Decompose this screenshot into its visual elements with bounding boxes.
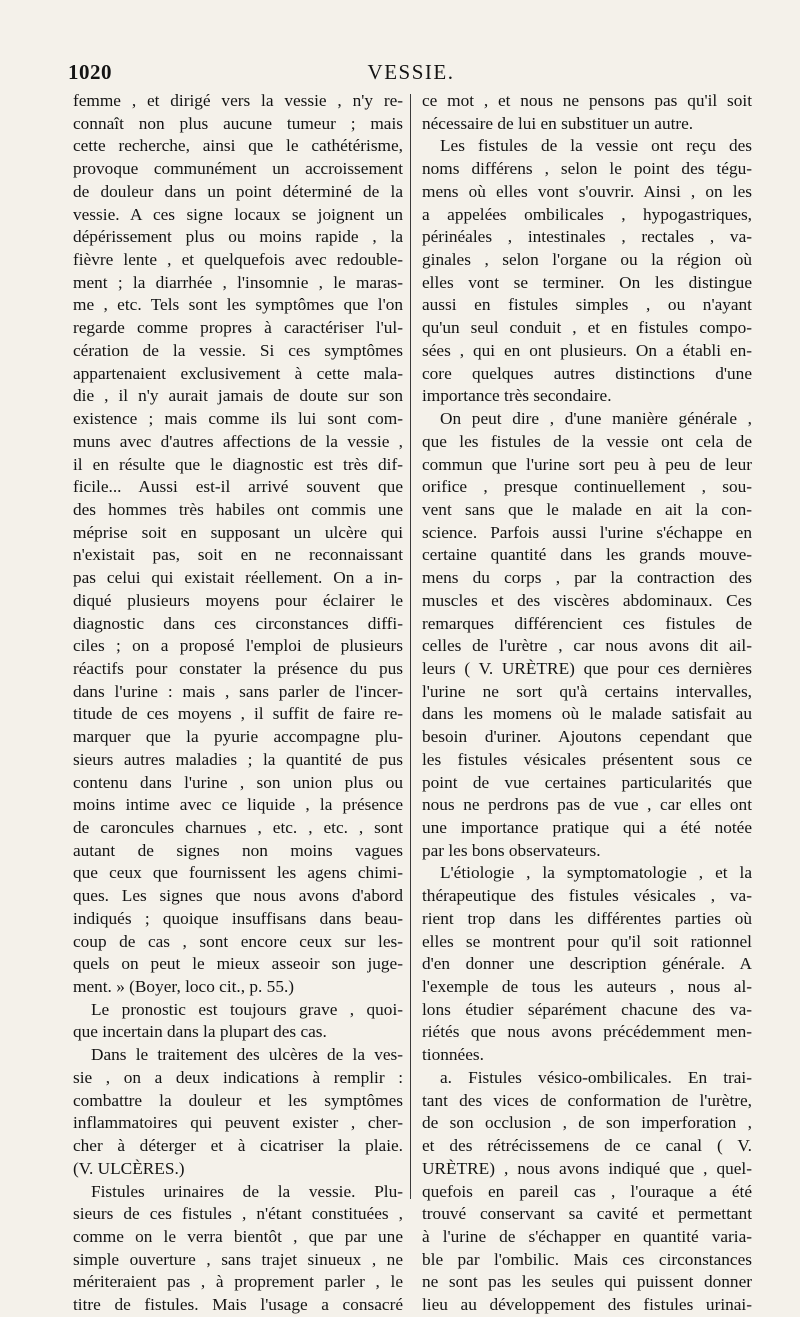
text-line: ques. Les signes que nous avons d'abord xyxy=(73,886,403,906)
text-line: titude de ces moyens , il suffit de faire re- xyxy=(73,704,403,724)
text-line: les fistules vésicales présentent sous ce xyxy=(422,749,752,769)
text-line: science. Parfois aussi l'urine s'échappe en xyxy=(422,522,752,542)
text-line: de caroncules charnues , etc. , etc. , sont xyxy=(73,818,403,837)
text-line: tionnées. xyxy=(422,1045,484,1065)
text-line: quefois en pareil cas , l'ouraque a été xyxy=(422,1181,752,1201)
text-line: sieurs de ces fistules , n'étant constituées , xyxy=(73,1204,403,1224)
text-line: Fistules urinaires de la vessie. Plu- xyxy=(91,1181,403,1201)
text-line: Dans le traitement des ulcères de la ves- xyxy=(91,1045,403,1065)
text-line: quels on peut le mieux asseoir son juge- xyxy=(73,954,403,974)
text-line: commun que l'urine sort peu à peu de leur xyxy=(422,454,752,474)
text-line: diagnostic dans ces circonstances diffi- xyxy=(73,613,403,633)
text-line: besoin d'uriner. Ajoutons cependant que xyxy=(422,727,752,747)
text-line: ginales , selon l'organe ou la région où xyxy=(422,250,752,270)
text-line: autant de signes non moins vagues xyxy=(73,840,403,860)
text-line: a. Fistules vésico-ombilicales. En trai- xyxy=(440,1067,752,1087)
text-line: die , il n'y aurait jamais de doute sur son xyxy=(73,386,403,406)
text-line: sées , qui en ont plusieurs. On a établi en- xyxy=(422,340,752,360)
text-line: vessie. A ces signe locaux se joignent un xyxy=(73,204,403,224)
text-line: appartenaient exclusivement à cette mala- xyxy=(73,363,403,383)
text-line: ment ; la diarrhée , l'insomnie , le maras- xyxy=(73,272,403,292)
text-line: ficile... Aussi est-il arrivé souvent que xyxy=(73,477,403,497)
page-header xyxy=(68,60,754,90)
text-line: cette recherche, ainsi que le cathétérisme, xyxy=(73,136,403,156)
text-line: que incertain dans la plupart des cas. xyxy=(73,1022,327,1042)
text-line: d'en donner une description générale. A xyxy=(422,954,752,974)
text-line: dépérissement plus ou moins rapide , la xyxy=(73,227,403,247)
text-line: trouvé conservant sa cavité et permettant xyxy=(422,1204,752,1224)
text-line: simple ouverture , sans trajet sinueux , ne xyxy=(73,1249,403,1269)
text-line: ne sont pas les seules qui puissent donner xyxy=(422,1272,752,1292)
text-line: inflammatoires qui peuvent exister , cher- xyxy=(73,1113,403,1133)
text-line: une importance pratique qui a été notée xyxy=(422,818,752,837)
text-line: elles vont se terminer. On les distingue xyxy=(422,272,752,292)
text-line: cération de la vessie. Si ces symptômes xyxy=(73,340,403,360)
text-line: fièvre lente , et quelquefois avec redouble- xyxy=(73,250,403,270)
text-line: dans les momens où le malade satisfait au xyxy=(422,704,752,724)
text-line: contenu dans l'urine , son union plus ou xyxy=(73,772,403,792)
text-line: mériteraient pas , à proprement parler , le xyxy=(73,1272,403,1292)
text-line: thérapeutique des fistules vésicales , va- xyxy=(422,886,752,906)
page-number: 1020 xyxy=(68,60,112,84)
text-line: comme on le verra bientôt , que par une xyxy=(73,1226,403,1246)
text-line: elles se montrent pour qu'il soit rationnel xyxy=(422,931,752,951)
text-line: importance très secondaire. xyxy=(422,386,612,406)
column-divider xyxy=(410,94,411,1199)
text-line: regarde comme propres à caractériser l'ul- xyxy=(73,318,403,338)
text-line: sieurs autres maladies ; la quantité de pus xyxy=(73,749,403,769)
text-line: vent sans que le malade en ait la con- xyxy=(422,499,752,519)
text-line: de son occlusion , de son imperforation , xyxy=(422,1113,752,1133)
text-line: muns avec d'autres affections de la vessie , xyxy=(73,431,403,451)
text-line: périnéales , intestinales , rectales , va- xyxy=(422,227,752,247)
text-line: orifice , presque continuellement , sou- xyxy=(422,477,752,497)
text-line: ce mot , et nous ne pensons pas qu'il soit xyxy=(422,91,752,110)
text-line: lieu au développement des fistules urinai- xyxy=(422,1295,752,1315)
text-line: sie , on a deux indications à remplir : xyxy=(73,1067,403,1087)
text-line: Les fistules de la vessie ont reçu des xyxy=(440,136,752,156)
text-line: mens du corps , par la contraction des xyxy=(422,568,752,588)
text-line: tant des vices de conformation de l'urètre, xyxy=(422,1090,752,1110)
running-title: VESSIE. xyxy=(367,60,455,84)
text-line: des hommes très habiles ont commis une xyxy=(73,499,403,519)
text-line: combattre la douleur et les symptômes xyxy=(73,1090,403,1110)
text-line: URÈTRE) , nous avons indiqué que , quel- xyxy=(422,1158,752,1178)
text-line: il en résulte que le diagnostic est très dif- xyxy=(73,454,403,474)
text-line: qu'un seul conduit , et en fistules compo- xyxy=(422,318,752,338)
text-line: dans l'urine : mais , sans parler de l'incer- xyxy=(73,681,403,701)
text-line: méprise soit en supposant un ulcère qui xyxy=(73,522,403,542)
text-line: ciles ; on a proposé l'emploi de plusieurs xyxy=(73,636,403,656)
text-line: nécessaire de lui en substituer un autre. xyxy=(422,113,694,133)
text-line: marquer que la pyurie accompagne plu- xyxy=(73,727,403,747)
text-line: rient trop dans les différentes parties où xyxy=(422,908,752,928)
text-line: noms différens , selon le point des tégu- xyxy=(422,159,752,179)
text-line: L'étiologie , la symptomatologie , et la xyxy=(440,863,752,883)
text-line: me , etc. Tels sont les symptômes que l'on xyxy=(73,295,403,315)
text-line: certaine quantité dans les grands mouve- xyxy=(422,545,752,565)
text-line: coup de cas , sont encore ceux sur les- xyxy=(73,931,403,951)
text-line: muscles et des viscères abdominaux. Ces xyxy=(422,590,752,610)
text-line: point de vue certaines particularités que xyxy=(422,772,752,792)
text-line: mens où elles vont s'ouvrir. Ainsi , on les xyxy=(422,181,752,201)
text-line: l'urine ne sort qu'à certains intervalles, xyxy=(422,681,752,701)
text-line: (V. ULCÈRES.) xyxy=(73,1158,185,1178)
text-line: aussi en fistules simples , ou n'ayant xyxy=(422,295,752,315)
text-line: à l'urine de s'échapper en quantité varia- xyxy=(422,1226,752,1246)
text-line: ble par l'ombilic. Mais ces circonstances xyxy=(422,1249,752,1269)
text-line: remarques différencient ces fistules de xyxy=(422,613,752,633)
text-line: indiqués ; quoique insuffisans dans beau- xyxy=(73,908,403,928)
text-line: femme , et dirigé vers la vessie , n'y re- xyxy=(73,91,403,110)
text-line: celles de l'urètre , car nous avons dit ail- xyxy=(422,636,752,656)
text-line: provoque communément un accroissement xyxy=(73,159,403,179)
text-line: Le pronostic est toujours grave , quoi- xyxy=(91,999,403,1019)
text-line: cher à déterger et à cicatriser la plaie. xyxy=(73,1136,403,1156)
text-line: de douleur dans un point déterminé de la xyxy=(73,181,403,201)
text-line: leurs ( V. URÈTRE) que pour ces dernières xyxy=(422,658,752,678)
left-text-column xyxy=(73,90,403,1317)
text-line: riétés que nous avons précédemment men- xyxy=(422,1022,752,1042)
text-line: moins intime avec ce liquide , la présence xyxy=(73,795,403,815)
text-line: et des rétrécissemens de ce canal ( V. xyxy=(422,1136,752,1156)
text-line: connaît non plus aucune tumeur ; mais xyxy=(73,113,403,133)
text-line: que les fistules de la vessie ont cela de xyxy=(422,431,752,451)
text-line: n'existait pas, soit en ne reconnaissant xyxy=(73,545,403,565)
text-line: que ceux que fournissent les agens chimi- xyxy=(73,863,403,883)
text-line: ment. » (Boyer, loco cit., p. 55.) xyxy=(73,977,295,997)
text-line: titre de fistules. Mais l'usage a consacré xyxy=(73,1295,403,1315)
text-line: l'exemple de tous les auteurs , nous al- xyxy=(422,977,752,997)
text-line: existence ; mais comme ils lui sont com- xyxy=(73,409,403,429)
text-line: lons étudier séparément chacune des va- xyxy=(422,999,752,1019)
text-line: pas celui qui existait réellement. On a in- xyxy=(73,568,403,588)
text-line: a appelées ombilicales , hypogastriques, xyxy=(422,204,752,224)
text-line: core quelques autres distinctions d'une xyxy=(422,363,752,383)
text-line: On peut dire , d'une manière générale , xyxy=(440,409,752,429)
text-line: par les bons observateurs. xyxy=(422,840,601,860)
text-line: diqué plusieurs moyens pour éclairer le xyxy=(73,590,403,610)
right-text-column xyxy=(422,90,752,1317)
text-line: nous ne perdrons pas de vue , car elles ont xyxy=(422,795,752,815)
text-line: réactifs pour constater la présence du pus xyxy=(73,658,403,678)
